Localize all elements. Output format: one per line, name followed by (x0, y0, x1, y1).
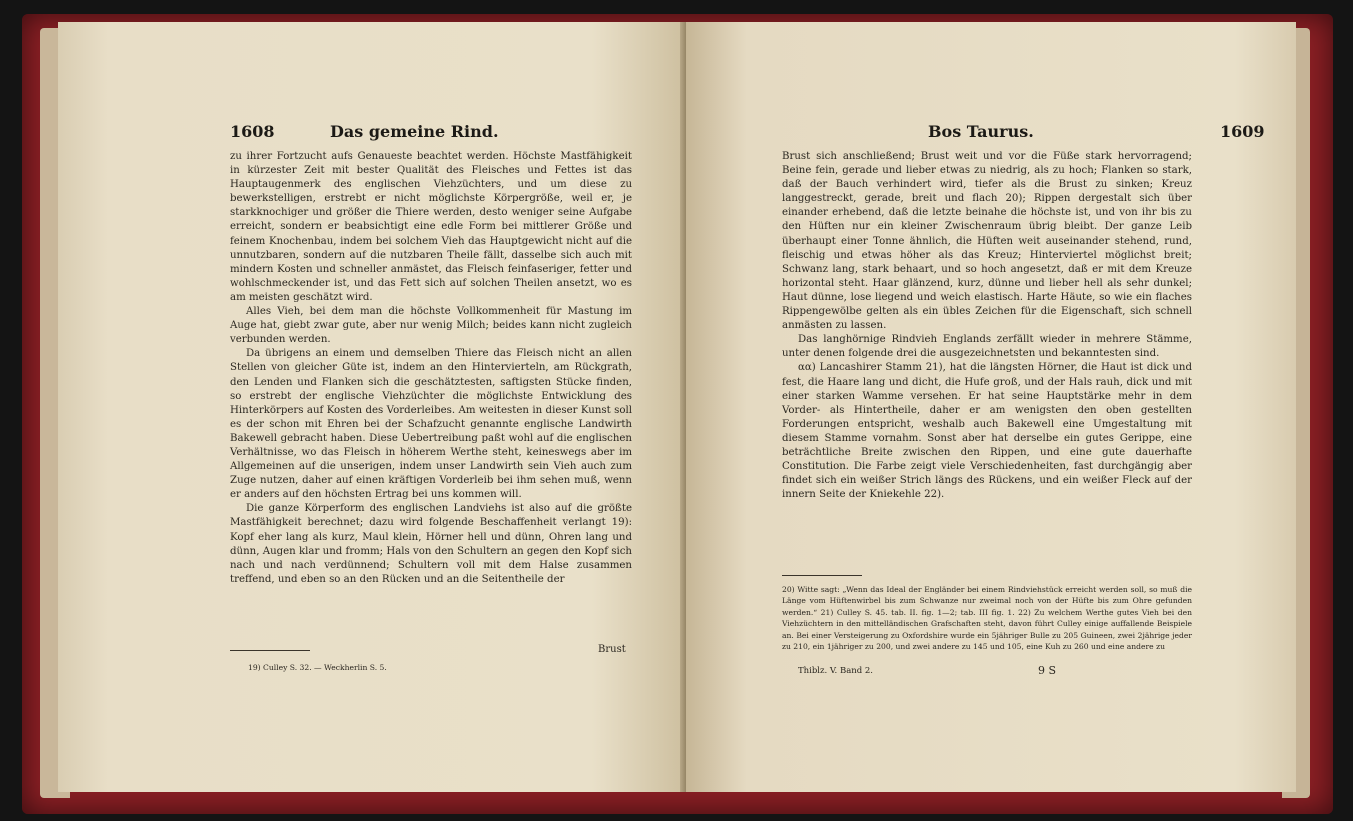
paragraph: zu ihrer Fortzucht aufs Genaueste beachtet werden. Höchste Mastfähigkeit in kürzester Zeit mit bester Qualität des Fleisches und Fettes ist das Hauptaugenmerk des englischen Viehzüchters, und um diese zu bewerkstelligen, erstrebt er nicht möglichste Körpergröße, weil er, je starkknochiger und größer die Thiere werden, desto weniger seine Aufgabe erreicht, sondern er beabsichtigt eine edle Form bei mittlerer Größe und feinem Knochenbau, indem bei solchem Vieh das Hauptgewicht nicht auf die unnutzbaren, sondern auf die nutzbaren Theile fällt, dasselbe sich auch mit mindern Kosten und schneller anmästet, das Fleisch feinfaseriger, fetter und wohlschmeckender ist, und das Fett sich auf solchen Theilen ansetzt, wo es am meisten geschätzt wird. (230, 151, 632, 303)
sheet-signature: 9 S (1038, 664, 1057, 677)
paragraph: Das langhörnige Rindvieh Englands zerfällt wieder in mehrere Stämme, unter denen folgende drei die ausgezeichnetsten und bekanntesten sind. (782, 334, 1192, 360)
left-footnote: 19) Culley S. 32. — Weckherlin S. 5. (248, 663, 387, 672)
right-footnote: 20) Witte sagt: „Wenn das Ideal der Engländer bei einem Rindviehstück erreicht werden soll, so muß die Länge vom Hüftenwirbel bis zum Schwanze nur zweimal noch von der Hüfte bis zum Ohre gefunden werden.“ 21) Culley S. 45. tab. II. fig. 1—2; tab. III fig. 1. 22) Zu welchem Werthe gutes Vieh bei den Viehzüchtern in den mittelländischen Grafschaften steht, davon führt Culley einige auffallende Beispiele an. Bei einer Versteigerung zu Oxfordshire wurde ein 5jähriger Bulle zu 205 Guineen, zwei 2jährige jeder zu 210, ein 1jähriger zu 200, und zwei andere zu 145 und 105, eine Kuh zu 260 und eine andere zu (782, 585, 1192, 652)
right-page-number: 1609 (1220, 122, 1265, 141)
signature-mark: Thiblz. V. Band 2. (798, 666, 874, 676)
paragraph: Brust sich anschließend; Brust weit und vor die Füße stark hervorragend; Beine fein, gerade und lieber etwas zu niedrig, als zu hoch; Flanken so stark, daß der Bauch verhindert wird, tiefer als die Brust zu sinken; Kreuz langgestreckt, gerade, breit und flach 20); Rippen dergestalt sich über einander erhebend, daß die letzte beinahe die höchste ist, und von ihr bis zu den Hüften nur ein kleiner Zwischenraum übrig bleibt. Der ganze Leib überhaupt einer Tonne ähnlich, die Hüften weit auseinander stehend, rund, fleischig und etwas höher als das Kreuz; Hinterviertel möglichst breit; Schwanz lang, stark behaart, und so hoch angesetzt, daß er mit dem Kreuze horizontal steht. Haar glänzend, kurz, dünne und lieber hell als sehr dunkel; Haut dünne, lose liegend und weich elastisch. Harte Häute, so wie ein flaches Rippengewölbe gelten als ein übles Zeichen für die Eigenschaft, sich schnell anmästen zu lassen. (782, 151, 1192, 332)
left-page (58, 22, 686, 792)
right-body-text (782, 150, 1192, 560)
paragraph: Die ganze Körperform des englischen Landviehs ist also auf die größte Mastfähigkeit berechnet; dazu wird folgende Beschaffenheit verlangt 19): Kopf eher lang als kurz, Maul klein, Hörner hell und dünn, Ohren lang und dünn, Augen klar und fromm; Hals von den Schultern an gegen den Kopf sich nach und nach verdünnend; Schultern voll mit dem Halse zusammen treffend, und eben so an den Rücken und an die Seitentheile der (230, 503, 632, 585)
paragraph: Alles Vieh, bei dem man die höchste Vollkommenheit für Mastung im Auge hat, giebt zwar gute, aber nur wenig Milch; beides kann nicht zugleich verbunden werden. (230, 306, 632, 346)
footnote-rule (782, 575, 862, 576)
paragraph: Da übrigens an einem und demselben Thiere das Fleisch nicht an allen Stellen von gleicher Güte ist, indem an den Hintervierteln, am Rückgrath, den Lenden und Flanken sich die geschätztesten, saftigsten Stücke finden, so erstrebt der englische Viehzüchter die möglichste Entwicklung des Hinterkörpers auf Kosten des Vorderleibes. Am weitesten in dieser Kunst soll es der schon mit Ehren bei der Schafzucht genannte englische Landwirth Bakewell gebracht haben. Diese Uebertreibung paßt wohl auf die englischen Verhältnisse, wo das Fleisch in höherem Werthe steht, keineswegs aber im Allgemeinen auf die unserigen, indem unser Landwirth sein Vieh auch zum Zuge nutzen, daher auf einen kräftigen Vorderleib bei ihm sehen muß, wenn er anders auf den höchsten Ertrag bei uns kommen will. (230, 348, 632, 501)
left-running-head: Das gemeine Rind. (330, 122, 499, 141)
right-running-head: Bos Taurus. (928, 122, 1034, 141)
paragraph: αα) Lancashirer Stamm 21), hat die längsten Hörner, die Haut ist dick und fest, die Haare lang und dicht, die Hufe groß, und der Hals rauh, dick und mit einer starken Wamme versehen. Er hat seine Hauptstärke mehr in dem Vorder- als Hintertheile, daher er am wenigsten den oben gestellten Forderungen entspricht, weshalb auch Bakewell eine Umgestaltung mit diesem Stamme vornahm. Sonst aber hat derselbe ein gutes Gerippe, eine beträchtliche Breite zwischen den Rippen, und eine gute dauerhafte Constitution. Die Farbe zeigt viele Verschiedenheiten, fast durchgängig aber findet sich ein weißer Strich längs des Rückens, und ein weißer Fleck auf der innern Seite der Kniekehle 22). (782, 362, 1192, 501)
left-body-text (230, 150, 632, 650)
catchword: Brust (598, 644, 626, 655)
footnote-rule (230, 650, 310, 651)
left-page-number: 1608 (230, 122, 275, 141)
right-page (686, 22, 1296, 792)
